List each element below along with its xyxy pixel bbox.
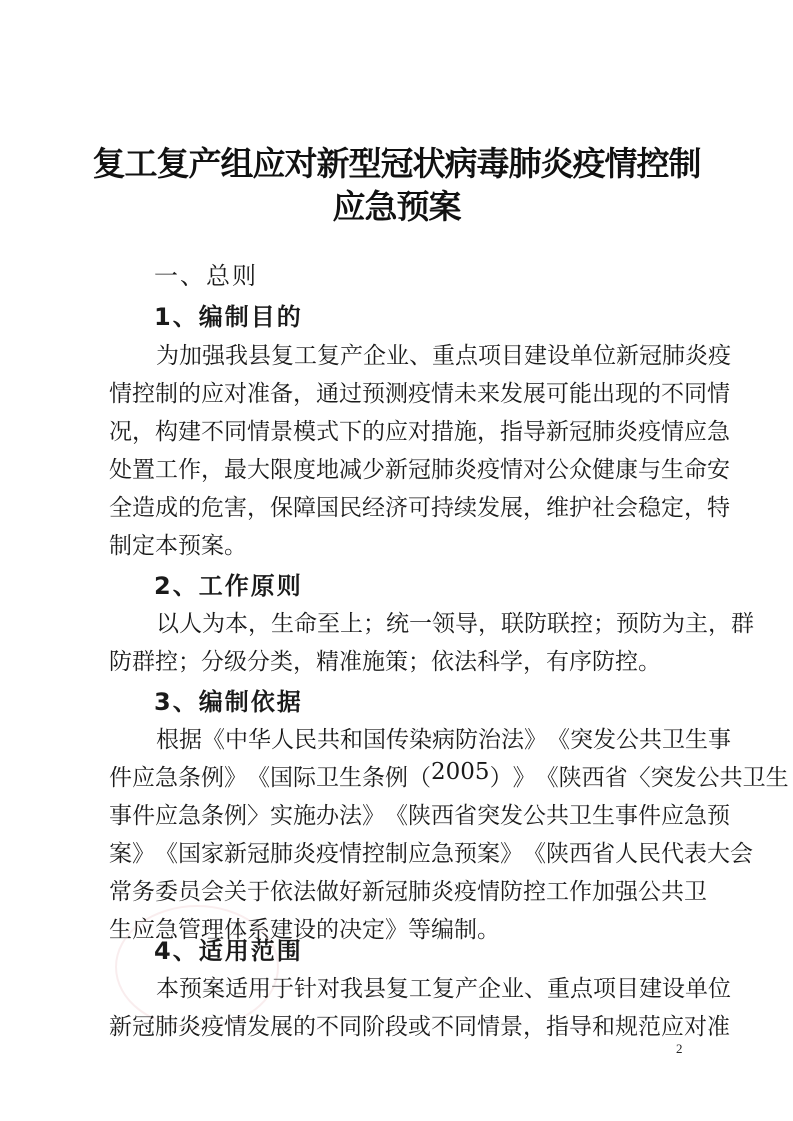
paragraph-line: 处 置 工 作 ， 最 大 限 度 地 减 少 新 冠 肺 炎 疫 情 对 公 众 健 康 与 生 命 安	[109, 457, 730, 483]
subsection-heading-principles: 2、工作原则	[154, 572, 303, 600]
paragraph-line: 常 务 委 员 会 关 于 依 法 做 好 新 冠 肺 炎 疫 情 防 控 工 作 加 强 公 共 卫	[109, 879, 707, 905]
paragraph-line: 情 控 制 的 应 对 准 备 ， 通 过 预 测 疫 情 未 来 发 展 可 能 出 现 的 不 同 情	[109, 381, 730, 407]
paragraph-line: 案 》 《 国 家 新 冠 肺 炎 疫 情 控 制 应 急 预 案 》 《 陕 西 省 人 民 代 表 大 会	[109, 841, 753, 867]
paragraph-line: 为 加 强 我 县 复 工 复 产 企 业 、 重 点 项 目 建 设 单 位 新 冠 肺 炎 疫	[156, 343, 731, 369]
paragraph-line: 件 应 急 条 例 》 《 国 际 卫 生 条 例 （ 2 0 0 5 ） 》 《 陕 西 省 〈 突 发 公 共 卫 生	[109, 759, 789, 791]
subsection-heading-scope: 4、适用范围	[154, 937, 303, 965]
subsection-heading-basis: 3、编制依据	[154, 688, 303, 716]
paragraph-line: 制定本预案。	[109, 533, 247, 559]
paragraph-line: 事 件 应 急 条 例 〉 实 施 办 法 》 《 陕 西 省 突 发 公 共 卫 生 事 件 应 急 预	[109, 803, 730, 829]
paragraph-line: 防群控；分级分类，精准施策；依法科学，有序防控。	[109, 649, 661, 675]
paragraph-line: 以 人 为 本 ， 生 命 至 上 ； 统 一 领 导 ， 联 防 联 控 ； 预 防 为 主 ， 群	[156, 611, 754, 637]
paragraph-line: 本 预 案 适 用 于 针 对 我 县 复 工 复 产 企 业 、 重 点 项 目 建 设 单 位	[156, 976, 731, 1002]
paragraph-line: 况 ， 构 建 不 同 情 景 模 式 下 的 应 对 措 施 ， 指 导 新 冠 肺 炎 疫 情 应 急	[109, 419, 730, 445]
section-heading-general: 一、总则	[154, 262, 258, 290]
page-number: 2	[676, 1041, 683, 1056]
document-title-line-2: 应急预案	[332, 187, 461, 226]
paragraph-line: 新 冠 肺 炎 疫 情 发 展 的 不 同 阶 段 或 不 同 情 景 ， 指 导 和 规 范 应 对 准	[109, 1014, 730, 1040]
paragraph-line: 全 造 成 的 危 害 ， 保 障 国 民 经 济 可 持 续 发 展 ， 维 护 社 会 稳 定 ， 特	[109, 495, 730, 521]
document-title-line-1: 复工复产组应对新型冠状病毒肺炎疫情控制	[92, 144, 701, 183]
subsection-heading-purpose: 1、编制目的	[154, 303, 303, 331]
paragraph-line: 生应急管理体系建设的决定》等编制。	[109, 917, 500, 943]
paragraph-line: 根 据 《 中 华 人 民 共 和 国 传 染 病 防 治 法 》 《 突 发 公 共 卫 生 事	[156, 727, 731, 753]
